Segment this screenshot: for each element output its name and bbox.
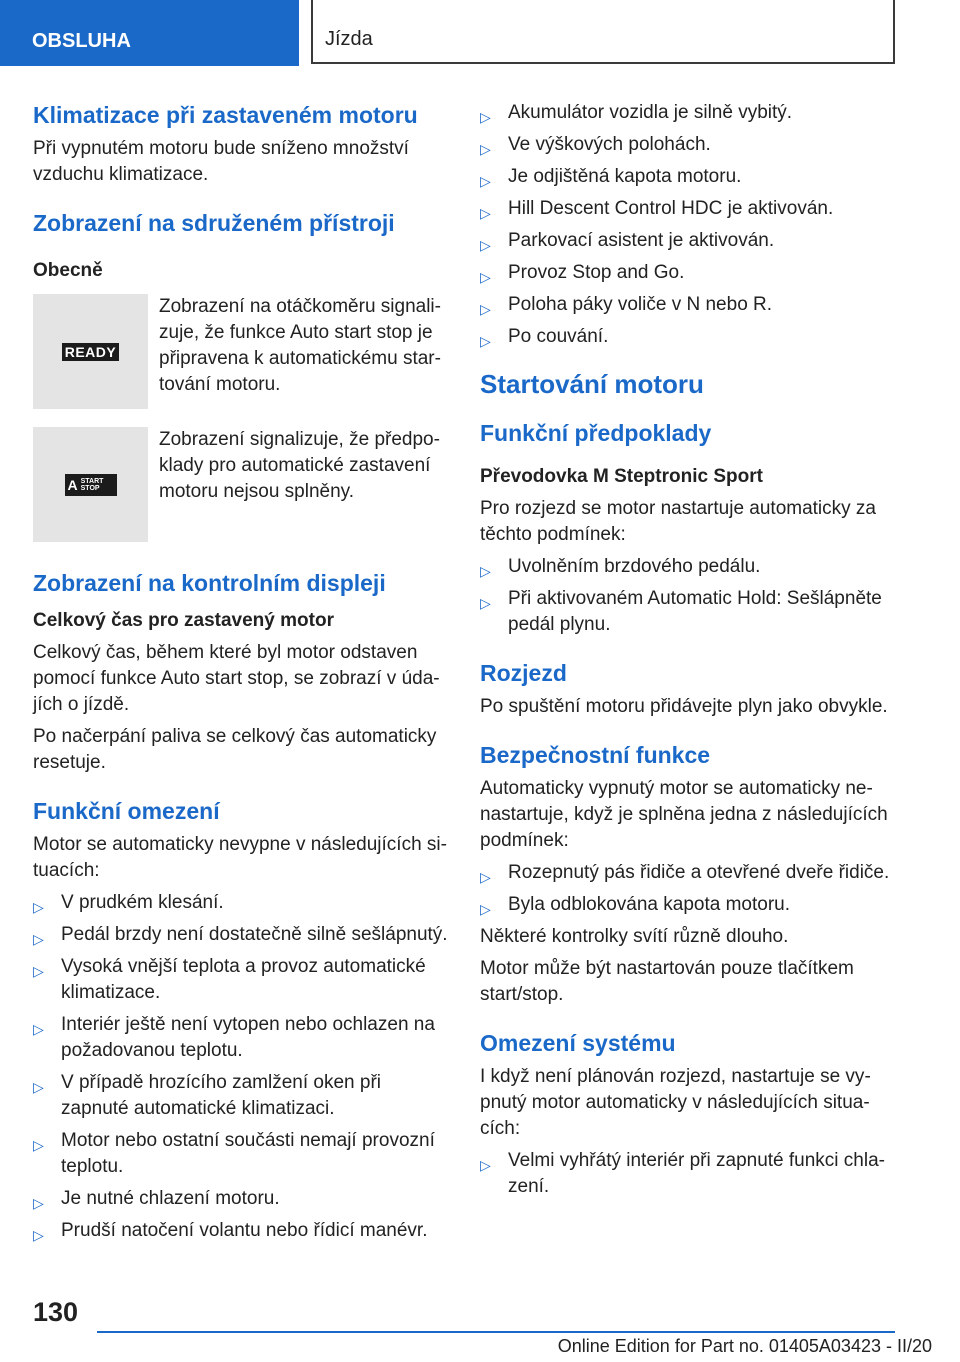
ready-indicator-image <box>33 294 148 409</box>
paragraph-celkovy-cas-1: Celkový čas, během které byl motor odstaven pomocí funkce Auto start stop, se zobrazí v údajích o jízdě. <box>33 642 440 715</box>
chapter-title: Jízda <box>325 28 373 50</box>
triangle-bullet-icon: ▷ <box>480 173 491 189</box>
list-item: ▷ Velmi vyhřátý interiér při zapnuté funkci chlazení. <box>480 1150 885 1197</box>
list-item: ▷ Rozepnutý pás řidiče a otevřené dveře řidiče. <box>480 860 896 886</box>
paragraph-prevodovka: Pro rozjezd se motor nastartuje automaticky za těchto podmínek: <box>480 498 877 545</box>
list-item: ▷ Provoz Stop and Go. <box>480 260 896 286</box>
footer-divider <box>97 1331 895 1333</box>
start-stop-indicator-image <box>33 427 148 542</box>
heading-prevodovka: Převodovka M Steptronic Sport <box>480 466 763 487</box>
triangle-bullet-icon: ▷ <box>33 1021 44 1037</box>
paragraph-kontrolky: Některé kontrolky svítí různě dlouho. <box>480 926 789 947</box>
list-item: ▷ Prudší natočení volantu nebo řídicí manévr. <box>33 1218 449 1244</box>
triangle-bullet-icon: ▷ <box>33 1079 44 1095</box>
triangle-bullet-icon: ▷ <box>33 931 44 947</box>
heading-rozjezd: Rozjezd <box>480 660 567 686</box>
heading-kontrolni-displej: Zobrazení na kontrolním displeji <box>33 570 386 596</box>
auto-start-stop-off-icon: A START STOP <box>65 474 117 496</box>
list-item: ▷ V prudkém klesání. <box>33 890 449 916</box>
triangle-bullet-icon: ▷ <box>480 869 491 885</box>
list-item: ▷ Ve výškových polohách. <box>480 132 896 158</box>
triangle-bullet-icon: ▷ <box>33 1137 44 1153</box>
heading-funkcni-predpoklady: Funkční předpoklady <box>480 420 712 446</box>
heading-startovani-motoru: Startování motoru <box>480 369 704 399</box>
triangle-bullet-icon: ▷ <box>480 901 491 917</box>
start-stop-indicator-text: Zobrazení signalizuje, že předpoklady pro automatické zastavení motoru nejsou splněny. <box>159 429 440 502</box>
list-item: ▷ Vysoká vnější teplota a provoz automatické klimatizace. <box>33 956 426 1003</box>
list-item: ▷ Hill Descent Control HDC je aktivován. <box>480 196 896 222</box>
left-column <box>33 100 449 1250</box>
triangle-bullet-icon: ▷ <box>480 237 491 253</box>
heading-celkovy-cas: Celkový čas pro zastavený motor <box>33 610 334 631</box>
paragraph-bezpecnostni-funkce: Automaticky vypnutý motor se automaticky nenastartuje, když je splněna jedna z následujících podmínek: <box>480 778 888 851</box>
list-item: ▷ Interiér ještě není vytopen nebo ochlazen na požadovanou teplotu. <box>33 1014 435 1061</box>
triangle-bullet-icon: ▷ <box>33 1195 44 1211</box>
edition-footer: Online Edition for Part no. 01405A03423 - II/20 <box>557 1336 932 1356</box>
heading-omezeni-systemu: Omezení systému <box>480 1030 676 1056</box>
paragraph-omezeni-systemu: I když není plánován rozjezd, nastartuje se vypnutý motor automaticky v následujících situacích: <box>480 1066 871 1139</box>
heading-obecne: Obecně <box>33 260 103 281</box>
list-item: ▷ V případě hrozícího zamlžení oken při zapnuté automatické klimatizaci. <box>33 1072 382 1119</box>
list-item: ▷ Motor nebo ostatní součásti nemají provozní teplotu. <box>33 1130 435 1177</box>
list-item: ▷ Akumulátor vozidla je silně vybitý. <box>480 100 896 126</box>
paragraph-klimatizace: Při vypnutém motoru bude sníženo množství vzduchu klimatizace. <box>33 138 409 185</box>
heading-bezpecnostni-funkce: Bezpečnostní funkce <box>480 742 711 768</box>
triangle-bullet-icon: ▷ <box>480 301 491 317</box>
right-column <box>480 100 896 1206</box>
triangle-bullet-icon: ▷ <box>480 109 491 125</box>
triangle-bullet-icon: ▷ <box>480 563 491 579</box>
ready-indicator-text: Zobrazení na otáčkoměru signalizuje, že funkce Auto start stop je připravena k automatickému startování motoru. <box>159 296 441 395</box>
section-tab: OBSLUHA <box>0 0 299 66</box>
ready-indicator-row <box>33 294 449 409</box>
triangle-bullet-icon: ▷ <box>480 205 491 221</box>
page-number: 130 <box>33 1297 79 1327</box>
list-item: ▷ Při aktivovaném Automatic Hold: Sešlápněte pedál plynu. <box>480 588 882 635</box>
triangle-bullet-icon: ▷ <box>480 141 491 157</box>
ready-icon: READY <box>62 343 120 361</box>
heading-klimatizace: Klimatizace při zastaveném motoru <box>33 102 418 128</box>
list-item: ▷ Byla odblokována kapota motoru. <box>480 892 896 918</box>
triangle-bullet-icon: ▷ <box>480 595 491 611</box>
list-item: ▷ Po couvání. <box>480 324 896 350</box>
paragraph-rozjezd: Po spuštění motoru přidávejte plyn jako obvykle. <box>480 696 888 717</box>
paragraph-funkcni-omezeni: Motor se automaticky nevypne v následujících situacích: <box>33 834 447 881</box>
list-item: ▷ Uvolněním brzdového pedálu. <box>480 554 896 580</box>
heading-funkcni-omezeni: Funkční omezení <box>33 798 220 824</box>
list-item: ▷ Parkovací asistent je aktivován. <box>480 228 896 254</box>
list-item: ▷ Je odjištěná kapota motoru. <box>480 164 896 190</box>
triangle-bullet-icon: ▷ <box>33 963 44 979</box>
triangle-bullet-icon: ▷ <box>480 1157 491 1173</box>
triangle-bullet-icon: ▷ <box>480 333 491 349</box>
paragraph-tlacitko: Motor může být nastartován pouze tlačítkem start/stop. <box>480 958 854 1005</box>
paragraph-celkovy-cas-2: Po načerpání paliva se celkový čas automaticky resetuje. <box>33 726 437 773</box>
list-item: ▷ Je nutné chlazení motoru. <box>33 1186 449 1212</box>
list-item: ▷ Poloha páky voliče v N nebo R. <box>480 292 896 318</box>
list-item: ▷ Pedál brzdy není dostatečně silně sešlápnutý. <box>33 922 449 948</box>
chapter-tab-frame <box>311 0 895 64</box>
triangle-bullet-icon: ▷ <box>33 899 44 915</box>
triangle-bullet-icon: ▷ <box>33 1227 44 1243</box>
triangle-bullet-icon: ▷ <box>480 269 491 285</box>
start-stop-indicator-row <box>33 427 449 542</box>
heading-sdruzeny-pristroj: Zobrazení na sdruženém přístroji <box>33 210 395 236</box>
